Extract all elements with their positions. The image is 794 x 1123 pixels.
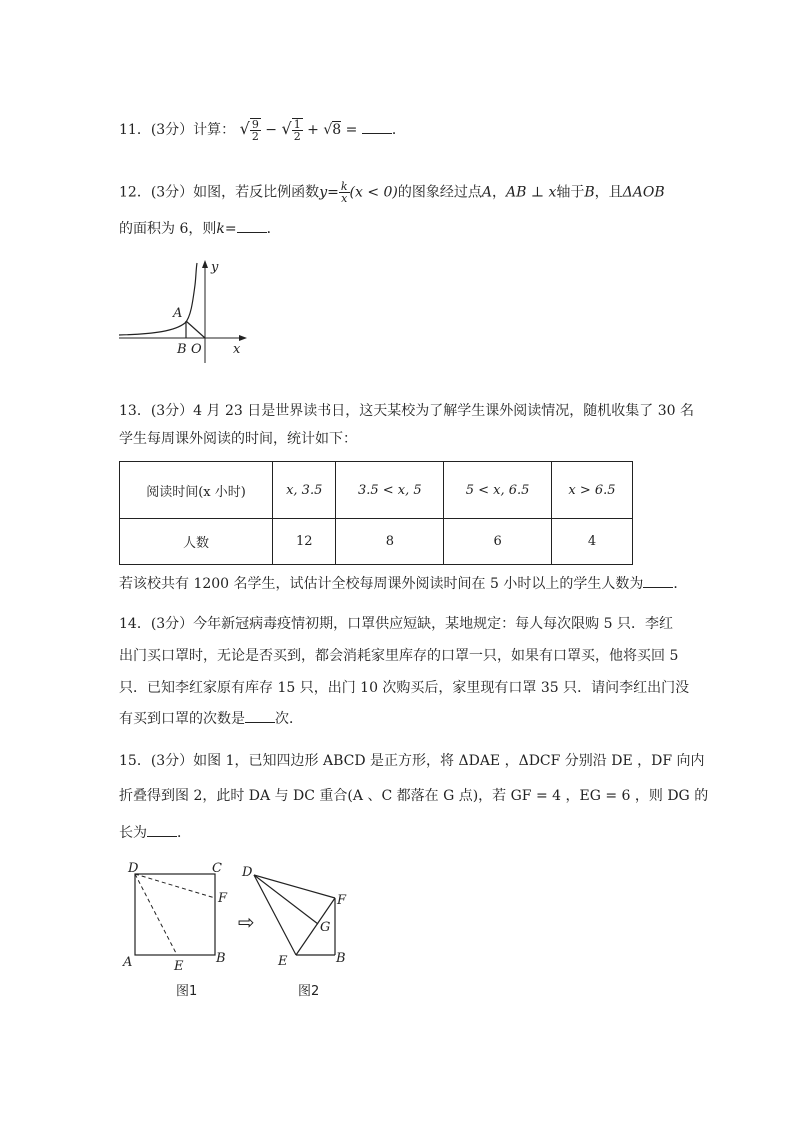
q12-prefix: 12．(3分）如图，若反比例函数: [119, 184, 320, 201]
answer-blank-11[interactable]: [362, 121, 392, 134]
eq-sign: =: [327, 184, 339, 201]
q12-end: ．: [266, 221, 281, 237]
q14-line4-prefix: 有买到口罩的次数是: [119, 711, 245, 727]
table-cell: 8: [336, 519, 444, 565]
segment-ao: [186, 321, 205, 338]
label-b: B: [336, 951, 346, 966]
row-label-cell: 人数: [120, 519, 273, 565]
den1: 2: [251, 130, 259, 143]
den2: 2: [293, 130, 301, 143]
table-header-row: [120, 462, 633, 519]
plus-sign: +: [307, 122, 319, 138]
sep2: ，且: [594, 184, 623, 201]
label-f: F: [337, 893, 347, 908]
edge-df: [254, 875, 335, 898]
radicand-3: 8: [332, 122, 342, 138]
q13-end: ．: [673, 576, 688, 592]
q12-mid: 的图象经过点: [397, 184, 482, 201]
q14-line4-suffix: 次．: [275, 711, 303, 727]
fold-line-df: [135, 874, 215, 898]
q13-line1: 13．(3分）4 月 23 日是世界读书日，这天某校为了解学生课外阅读情况，随机收集了 30 名: [119, 403, 694, 419]
answer-blank-12[interactable]: [237, 220, 267, 233]
axis-text: 轴于: [556, 184, 585, 201]
header-cell: 阅读时间(x 小时): [120, 462, 273, 519]
point-b: B: [584, 184, 595, 201]
folded-figure-2: [240, 858, 360, 1003]
header-cell: x > 6.5: [551, 462, 632, 519]
edge-de: [254, 875, 296, 955]
var-y: y: [319, 184, 328, 201]
question-12-line1: [119, 181, 665, 204]
sqrt-frac-1: √: [239, 119, 250, 138]
table-cell: 4: [551, 519, 632, 565]
sep1: ，: [492, 184, 506, 201]
condition: (x < 0): [349, 184, 398, 201]
table-cell: 12: [273, 519, 336, 565]
question-11: [119, 118, 406, 142]
fold-line-de: [135, 874, 177, 955]
label-x: x: [233, 342, 241, 357]
var-k: k: [216, 221, 225, 237]
caption-figure-2: 图2: [298, 984, 320, 999]
answer-blank-13[interactable]: [643, 575, 673, 588]
x-axis-arrow: [239, 335, 247, 341]
frac-k: k: [340, 180, 348, 193]
equals-sign: =: [345, 122, 358, 138]
square-figure-1: [118, 858, 238, 1003]
segment-dg: [254, 875, 318, 924]
q15-line1: 15．(3分）如图 1，已知四边形 ABCD 是正方形，将 ΔDAE ，ΔDCF 分别沿 DE ，DF 向内: [119, 753, 705, 769]
q14-line4: [119, 708, 303, 728]
q14-line3: 只．已知李红家原有库存 15 只，出门 10 次购买后，家里现有口罩 35 只．请问李红出门没: [119, 680, 690, 696]
q15-line2: 折叠得到图 2，此时 DA 与 DC 重合(A 、C 都落在 G 点)，若 GF = 4 ，EG = 6 ，则 DG 的: [119, 788, 709, 804]
sqrt-frac-2: √: [281, 119, 292, 138]
arrow-icon: ⇨: [238, 910, 255, 934]
q14-line1: 14．(3分）今年新冠病毒疫情初期，口罩供应短缺，某地规定：每人每次限购 5 只．李红: [119, 616, 673, 632]
label-e: E: [174, 959, 184, 974]
label-d: D: [128, 861, 139, 876]
q15-line3: [119, 822, 191, 842]
minus-sign: −: [265, 122, 278, 138]
question-12-line2: [119, 218, 281, 238]
label-y: y: [211, 260, 219, 275]
q11-end: ．: [391, 122, 406, 138]
label-c: C: [212, 861, 222, 876]
num1: 9: [251, 118, 259, 131]
header-cell: 3.5 < x, 5: [336, 462, 444, 519]
q15-line3-prefix: 长为: [119, 825, 147, 841]
q12-line2-prefix: 的面积为 6，则: [119, 221, 217, 237]
label-g: G: [320, 920, 331, 935]
label-a: A: [123, 955, 133, 970]
q15-line3-suffix: ．: [177, 825, 191, 841]
q14-line2: 出门买口罩时，无论是否买到，都会消耗家里库存的口罩一只，如果有口罩买，他将买回 5: [119, 648, 679, 664]
eq-sign-2: =: [224, 221, 237, 237]
triangle-aob: ΔAOB: [622, 184, 665, 201]
perp-expr: AB ⊥ x: [506, 184, 557, 201]
table-cell: 6: [444, 519, 552, 565]
hyperbola-curve: [119, 263, 197, 335]
header-cell: x, 3.5: [273, 462, 336, 519]
label-a: A: [173, 306, 183, 321]
label-b: B: [216, 951, 226, 966]
answer-blank-14[interactable]: [245, 710, 275, 723]
caption-figure-1: 图1: [176, 984, 198, 999]
square-abcd: [135, 874, 215, 955]
label-b: B: [177, 342, 187, 357]
point-a: A: [481, 184, 492, 201]
hyperbola-figure: [115, 255, 255, 365]
sqrt-3: √8: [323, 122, 342, 138]
reading-time-table: [119, 461, 633, 565]
q11-prefix: 11．(3分）计算：: [119, 122, 236, 138]
q13-after: [119, 573, 687, 593]
y-axis-arrow: [202, 260, 208, 268]
frac-x: x: [341, 192, 348, 205]
label-o: O: [191, 342, 202, 357]
label-d: D: [242, 865, 253, 880]
header-cell: 5 < x, 6.5: [444, 462, 552, 519]
label-e: E: [278, 954, 288, 969]
answer-blank-15[interactable]: [147, 824, 177, 837]
num2: 1: [293, 118, 301, 131]
label-f: F: [218, 891, 228, 906]
q13-after-text: 若该校共有 1200 名学生，试估计全校每周课外阅读时间在 5 小时以上的学生人数为: [119, 576, 644, 592]
table-row: [120, 519, 633, 565]
q13-line2: 学生每周课外阅读的时间，统计如下：: [119, 431, 357, 447]
